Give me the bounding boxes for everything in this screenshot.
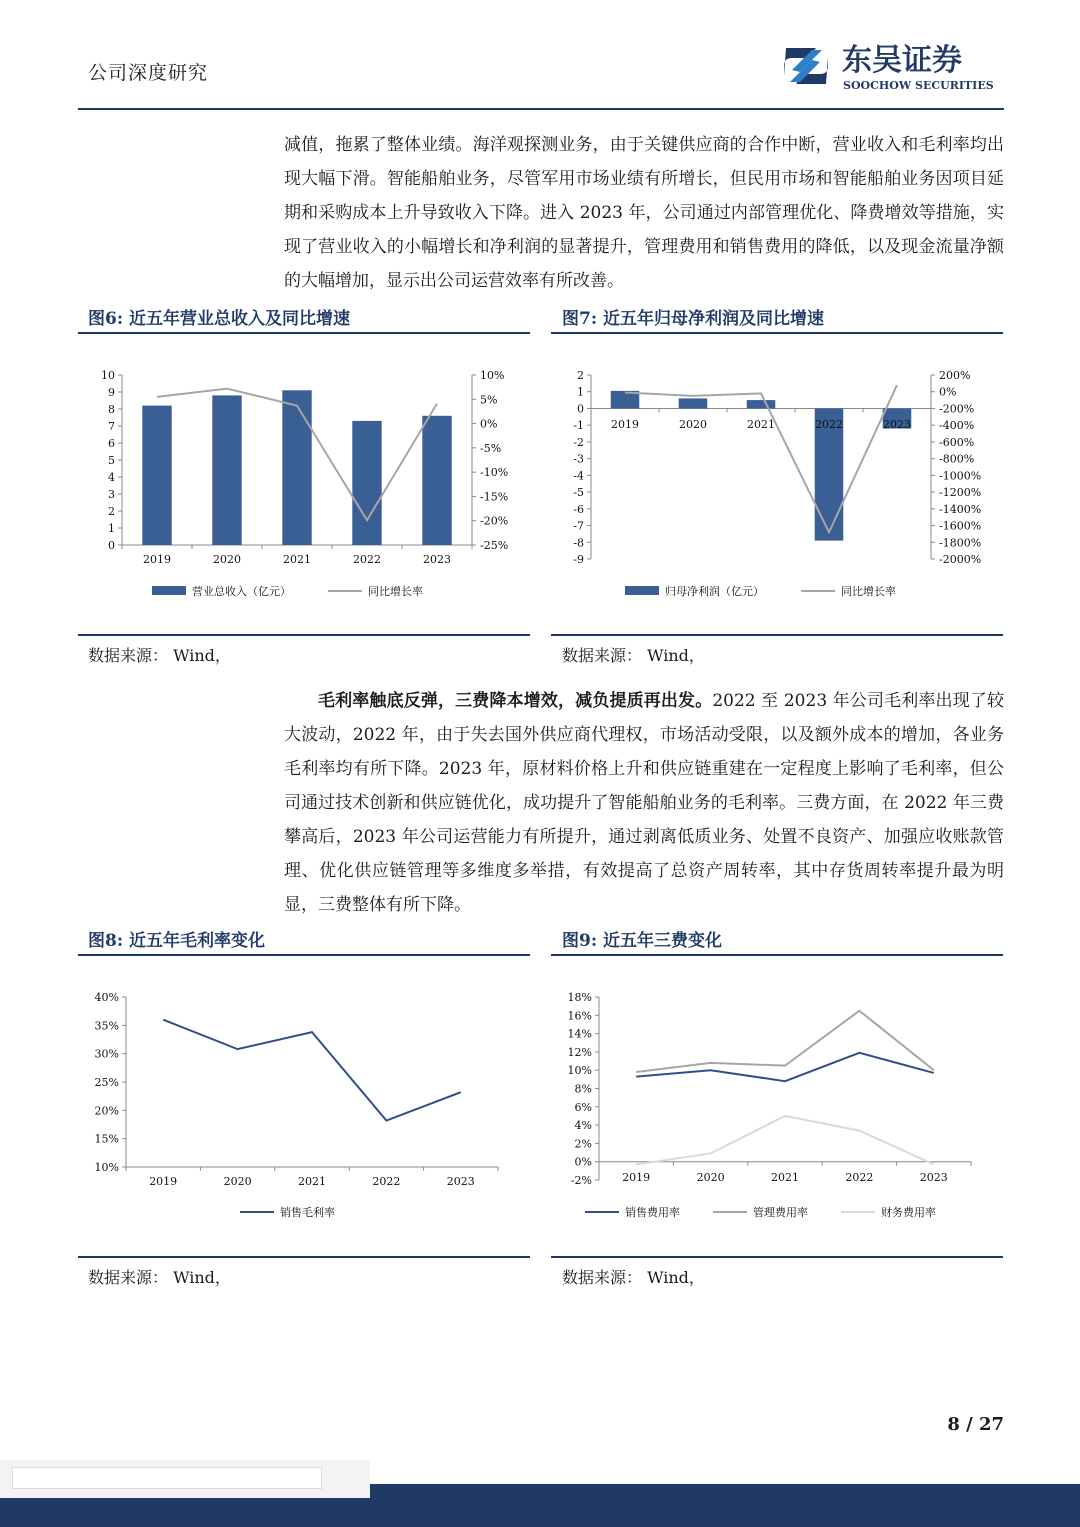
fig6-source: 数据来源： Wind， [88, 646, 231, 665]
fig6-y-tick-label: 9 [108, 386, 115, 399]
fig7-y-tick-label: -5 [573, 486, 584, 500]
fig8-x-label-2022: 2022 [372, 1175, 401, 1188]
fig6-x-label-2019: 2019 [143, 553, 171, 566]
fig9-line-series-2 [636, 1011, 934, 1072]
fig9-x-label-2023: 2023 [919, 1171, 948, 1184]
fig9-y-tick-label: 8% [574, 1082, 592, 1096]
report-type: 公司深度研究 [88, 62, 209, 84]
fig9-chart [551, 982, 1003, 1232]
fig6-y2-tick-label: -25% [480, 539, 509, 552]
fig7-y2-tick-label: 200% [939, 369, 971, 382]
paragraph-2-body: 2022 至 2023 年公司毛利率出现了较大波动，2022 年，由于失去国外供应商代理权，市场活动受限，以及额外成本的增加，各业务毛利率均有所下降。2023 年，原材料价格上升和供应链重建在一定程度上影响了毛利率，但公司通过技术创新和供应链优化，成功提升了智能船舶业务的毛利率。三费方面，在 2022 年三费攀高后，2023 年公司运营能力有所提升，通过剥离低质业务、处置不良资产、加强应收账款管理、优化供应链管理等多维度多举措，有效提高了总资产周转率，其中存货周转率提升最为明显，三费整体有所下降。 [284, 691, 1004, 915]
fig6-y2-tick-label: 5% [480, 393, 498, 407]
fig6-y-tick-label: 0 [108, 539, 115, 552]
fig9-rule [551, 954, 1003, 956]
fig6-y-tick-label: 7 [108, 420, 115, 433]
fig7-bar-2021 [747, 400, 776, 408]
fig7-y2-tick-label: -2000% [939, 553, 982, 566]
fig6-y-tick-label: 5 [108, 454, 115, 467]
fig7-title: 图7: 近五年归母净利润及同比增速 [562, 309, 825, 329]
fig9-title: 图9: 近五年三费变化 [562, 931, 723, 951]
fig9-y-tick-label: 2% [574, 1137, 592, 1151]
fig7-x-label-2023: 2023 [883, 418, 911, 431]
fig8-legend-label-1: 销售毛利率 [280, 1206, 335, 1219]
fig9-legend-label-3: 财务费用率 [881, 1206, 936, 1219]
fig8-title: 图8: 近五年毛利率变化 [88, 931, 266, 951]
fig7-y-tick-label: -6 [573, 502, 584, 516]
fig8-y-tick-label: 35% [94, 1019, 119, 1033]
fig8-y-tick-label: 20% [94, 1104, 119, 1118]
fig8-x-label-2023: 2023 [446, 1175, 475, 1188]
fig9-bottom-rule [551, 1256, 1003, 1258]
header-rule [78, 108, 1004, 110]
fig7-bottom-rule [551, 634, 1003, 636]
page-number: 8 / 27 [947, 1414, 1004, 1435]
fig8-y-tick-label: 25% [94, 1076, 119, 1089]
fig9-x-label-2021: 2021 [771, 1171, 799, 1184]
fig6-x-label-2020: 2020 [213, 553, 241, 566]
fig7-y2-tick-label: -200% [939, 402, 975, 416]
fig7-y-tick-label: 1 [577, 385, 584, 399]
fig7-y-tick-label: -1 [573, 419, 584, 433]
fig9-legend-label-1: 销售费用率 [625, 1206, 680, 1219]
fig9-line-series-3 [636, 1116, 934, 1164]
fig7-y2-tick-label: -1800% [939, 536, 982, 550]
fig8-y-tick-label: 40% [94, 991, 119, 1004]
fig7-y-tick-label: -4 [573, 469, 584, 483]
fig7-x-label-2022: 2022 [815, 418, 843, 431]
fig6-y-tick-label: 10 [101, 369, 115, 382]
fig8-x-label-2020: 2020 [223, 1175, 252, 1188]
fig7-y-tick-label: 2 [577, 369, 584, 382]
fig9-y-tick-label: 10% [567, 1064, 592, 1078]
fig6-legend-label-2: 同比增长率 [368, 585, 423, 598]
fig7-x-label-2020: 2020 [679, 418, 707, 431]
fig9-y-tick-label: 14% [567, 1027, 592, 1041]
fig6-y-tick-label: 4 [108, 471, 115, 484]
fig8-chart [78, 982, 530, 1232]
fig9-y-tick-label: 12% [567, 1045, 592, 1059]
fig6-y-tick-label: 6 [108, 437, 115, 450]
footer-box [12, 1467, 322, 1489]
fig6-y2-tick-label: -5% [480, 441, 502, 455]
fig9-x-label-2020: 2020 [696, 1171, 725, 1184]
fig9-x-label-2022: 2022 [845, 1171, 874, 1184]
soochow-logo [778, 40, 1008, 96]
fig8-source: 数据来源： Wind， [88, 1268, 231, 1287]
fig7-y2-tick-label: 0% [939, 385, 957, 399]
fig6-y-tick-label: 2 [108, 505, 115, 518]
fig7-rule [551, 332, 1003, 334]
fig6-y-tick-label: 8 [108, 403, 115, 416]
fig6-legend-swatch-1 [152, 586, 186, 595]
fig6-bottom-rule [78, 634, 530, 636]
svg-text:东吴证券: 东吴证券 [842, 43, 962, 78]
fig7-source: 数据来源： Wind， [562, 646, 705, 665]
fig9-x-label-2019: 2019 [622, 1171, 651, 1184]
fig7-y2-tick-label: -1200% [939, 486, 982, 500]
fig7-legend-swatch-1 [625, 586, 659, 595]
fig6-y2-tick-label: 0% [480, 417, 498, 431]
fig7-bar-2020 [679, 398, 708, 408]
fig9-y-tick-label: -2% [570, 1174, 592, 1187]
fig8-line-series-1 [163, 1020, 461, 1121]
fig6-bar-2023 [422, 416, 451, 545]
fig7-y2-tick-label: -1000% [939, 469, 982, 483]
fig6-x-label-2023: 2023 [423, 553, 451, 566]
fig6-legend-label-1: 营业总收入（亿元） [192, 585, 291, 598]
fig7-y-tick-label: 0 [577, 402, 584, 416]
fig7-x-label-2021: 2021 [747, 418, 775, 431]
fig8-y-tick-label: 15% [94, 1132, 119, 1146]
fig8-y-tick-label: 10% [94, 1161, 119, 1174]
fig7-legend-label-2: 同比增长率 [841, 585, 896, 598]
fig6-x-label-2022: 2022 [353, 553, 381, 566]
paragraph-2 [284, 684, 1004, 922]
fig7-y-tick-label: -2 [573, 435, 584, 449]
fig6-y-tick-label: 1 [108, 522, 115, 535]
fig6-chart [78, 360, 530, 610]
fig8-y-tick-label: 30% [94, 1047, 119, 1061]
fig7-x-label-2019: 2019 [611, 418, 639, 431]
fig6-bar-2022 [352, 421, 381, 545]
fig6-bar-2020 [212, 395, 241, 545]
fig6-x-label-2021: 2021 [283, 553, 311, 566]
soochow-logo-icon [778, 40, 1008, 96]
fig6-title: 图6: 近五年营业总收入及同比增速 [88, 309, 351, 329]
fig8-x-label-2019: 2019 [149, 1175, 178, 1188]
fig6-bar-2019 [142, 406, 171, 545]
fig9-legend-label-2: 管理费用率 [753, 1206, 808, 1219]
paragraph-2-lead: 毛利率触底反弹，三费降本增效，减负提质再出发。 [318, 691, 713, 711]
svg-text:SOOCHOW SECURITIES: SOOCHOW SECURITIES [843, 79, 994, 92]
fig9-y-tick-label: 16% [567, 1009, 592, 1023]
fig7-y2-tick-label: -1400% [939, 502, 982, 516]
fig7-chart [551, 360, 1003, 610]
fig6-y2-tick-label: -10% [480, 466, 509, 480]
fig9-y-tick-label: 18% [567, 991, 592, 1004]
fig6-rule [78, 332, 530, 334]
fig9-source: 数据来源： Wind， [562, 1268, 705, 1287]
fig7-y-tick-label: -9 [573, 553, 584, 566]
fig6-y2-tick-label: -20% [480, 514, 509, 528]
fig7-y-tick-label: -3 [573, 452, 584, 466]
fig7-y2-tick-label: -400% [939, 419, 975, 433]
fig7-y-tick-label: -7 [573, 519, 584, 533]
fig7-y-tick-label: -8 [573, 536, 584, 550]
fig6-y2-tick-label: -15% [480, 490, 509, 504]
paragraph-1: 减值，拖累了整体业绩。海洋观探测业务，由于关键供应商的合作中断，营业收入和毛利率均出现大幅下滑。智能船舶业务，尽管军用市场业绩有所增长，但民用市场和智能船舶业务因项目延期和采购成本上升导致收入下降。进入 2023 年，公司通过内部管理优化、降费增效等措施，实现了营业收入的小幅增长和净利润的显著提升，管理费用和销售费用的降低，以及现金流量净额的大幅增加，显示出公司运营效率有所改善。 [284, 135, 1004, 291]
fig7-legend-label-1: 归母净利润（亿元） [665, 585, 764, 598]
fig8-x-label-2021: 2021 [298, 1175, 326, 1188]
fig8-rule [78, 954, 530, 956]
fig7-y2-tick-label: -600% [939, 435, 975, 449]
fig7-y2-tick-label: -800% [939, 452, 975, 466]
fig6-y-tick-label: 3 [108, 488, 115, 501]
fig6-bar-2021 [282, 390, 311, 545]
fig9-y-tick-label: 0% [574, 1155, 592, 1169]
fig7-y2-tick-label: -1600% [939, 519, 982, 533]
fig9-y-tick-label: 6% [574, 1100, 592, 1114]
fig8-bottom-rule [78, 1256, 530, 1258]
fig9-y-tick-label: 4% [574, 1119, 592, 1133]
fig6-y2-tick-label: 10% [480, 369, 505, 382]
